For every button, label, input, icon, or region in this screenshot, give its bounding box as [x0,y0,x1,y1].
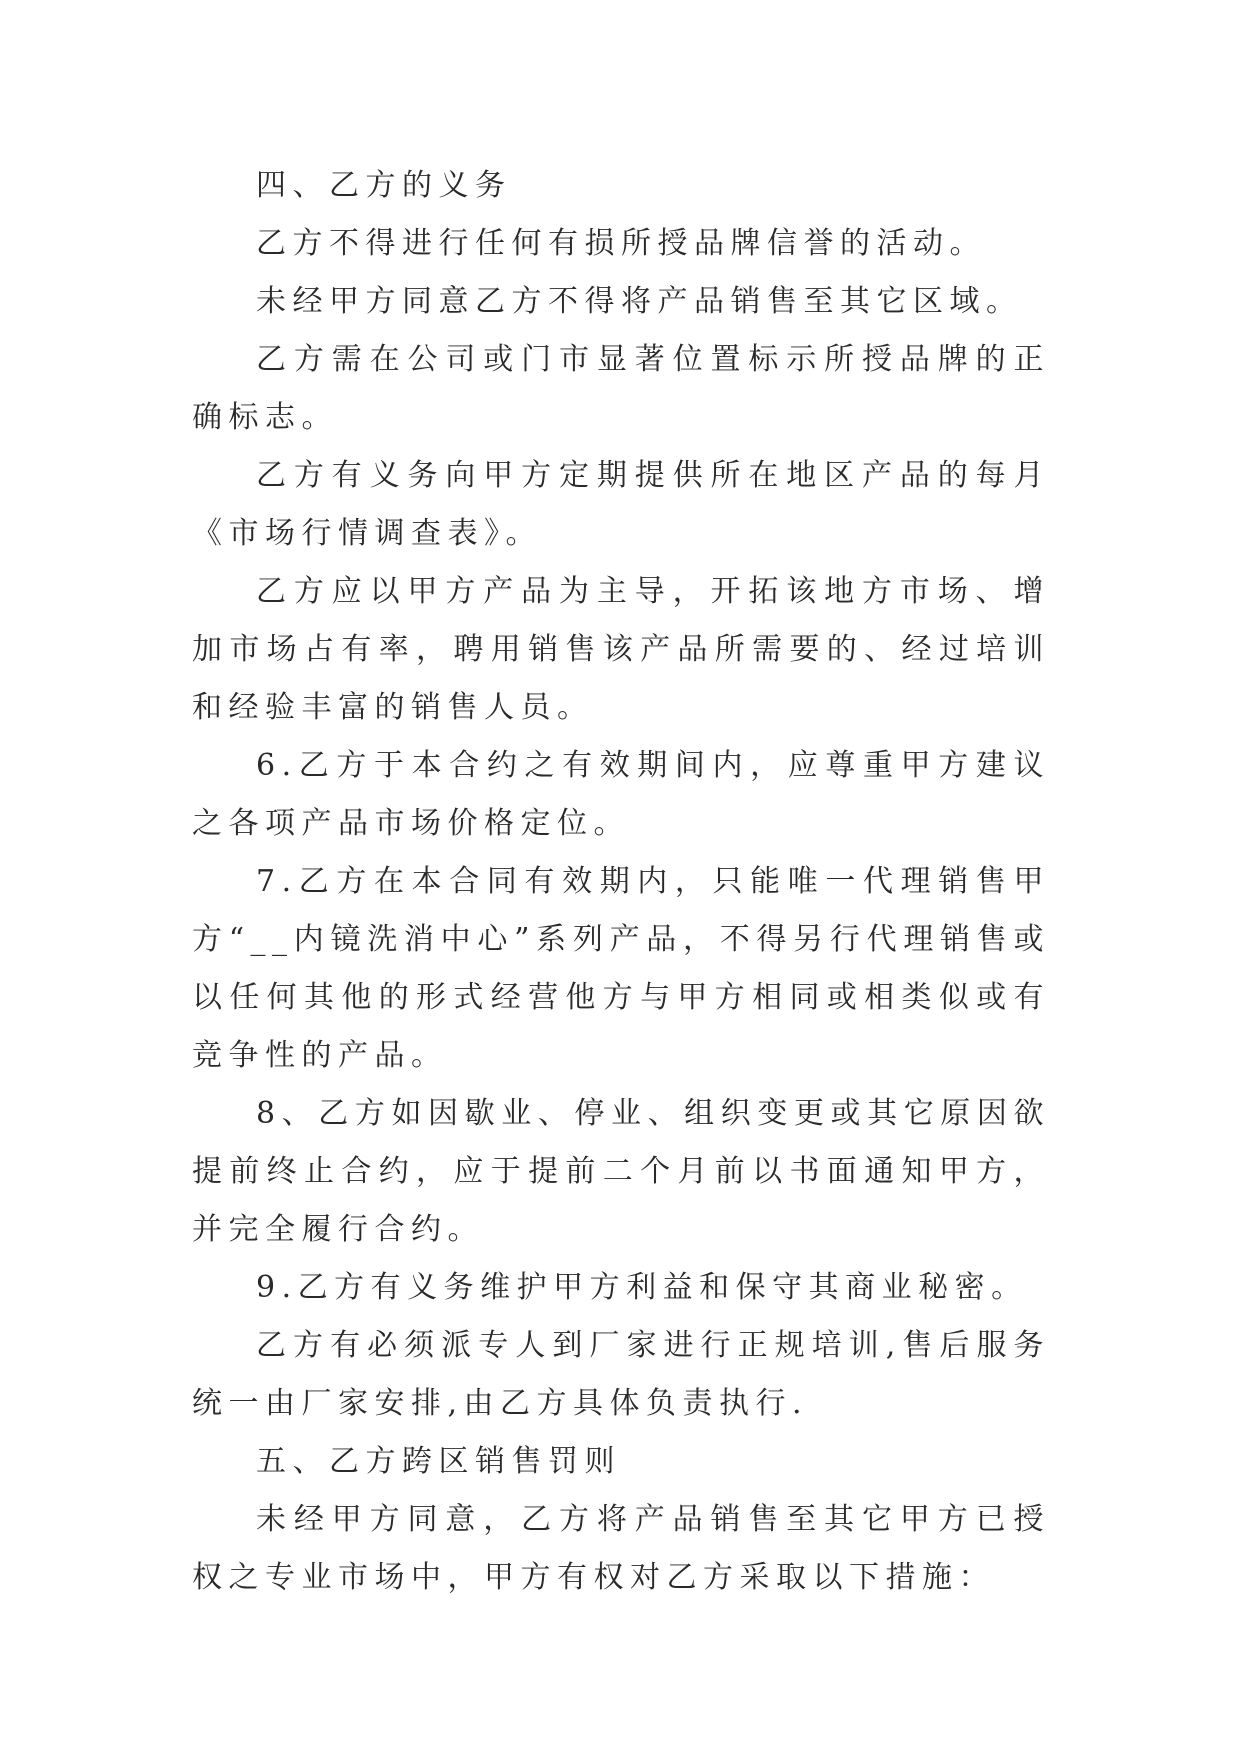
document-body [192,157,1050,1607]
paragraph: 乙方需在公司或门市显著位置标示所授品牌的正确标志。 [192,342,1050,435]
paragraph: 9.乙方有义务维护甲方利益和保守其商业秘密。 [256,1270,1028,1305]
paragraph: 乙方应以甲方产品为主导，开拓该地方市场、增加市场占有率，聘用销售该产品所需要的、经过培训和经验丰富的销售人员。 [192,574,1050,725]
paragraph: 6.乙方于本合约之有效期间内，应尊重甲方建议之各项产品市场价格定位。 [192,748,1050,841]
paragraph: 乙方有必须派专人到厂家进行正规培训,售后服务统一由厂家安排,由乙方具体负责执行. [192,1328,1050,1421]
section-heading-obligations: 四、乙方的义务 [256,168,512,203]
paragraph: 未经甲方同意，乙方将产品销售至其它甲方已授权之专业市场中，甲方有权对乙方采取以下措施： [192,1502,1050,1595]
paragraph: 未经甲方同意乙方不得将产品销售至其它区域。 [256,284,1023,319]
section-heading-penalties: 五、乙方跨区销售罚则 [256,1444,621,1479]
paragraph: 7.乙方在本合同有效期内，只能唯一代理销售甲方“__内镜洗消中心”系列产品，不得另行代理销售或以任何其他的形式经营他方与甲方相同或相类似或有竞争性的产品。 [192,864,1050,1073]
paragraph: 乙方有义务向甲方定期提供所在地区产品的每月《市场行情调查表》。 [192,458,1050,551]
paragraph: 乙方不得进行任何有损所授品牌信誉的活动。 [256,226,986,261]
paragraph: 8、乙方如因歇业、停业、组织变更或其它原因欲提前终止合约，应于提前二个月前以书面通知甲方，并完全履行合约。 [192,1096,1050,1247]
